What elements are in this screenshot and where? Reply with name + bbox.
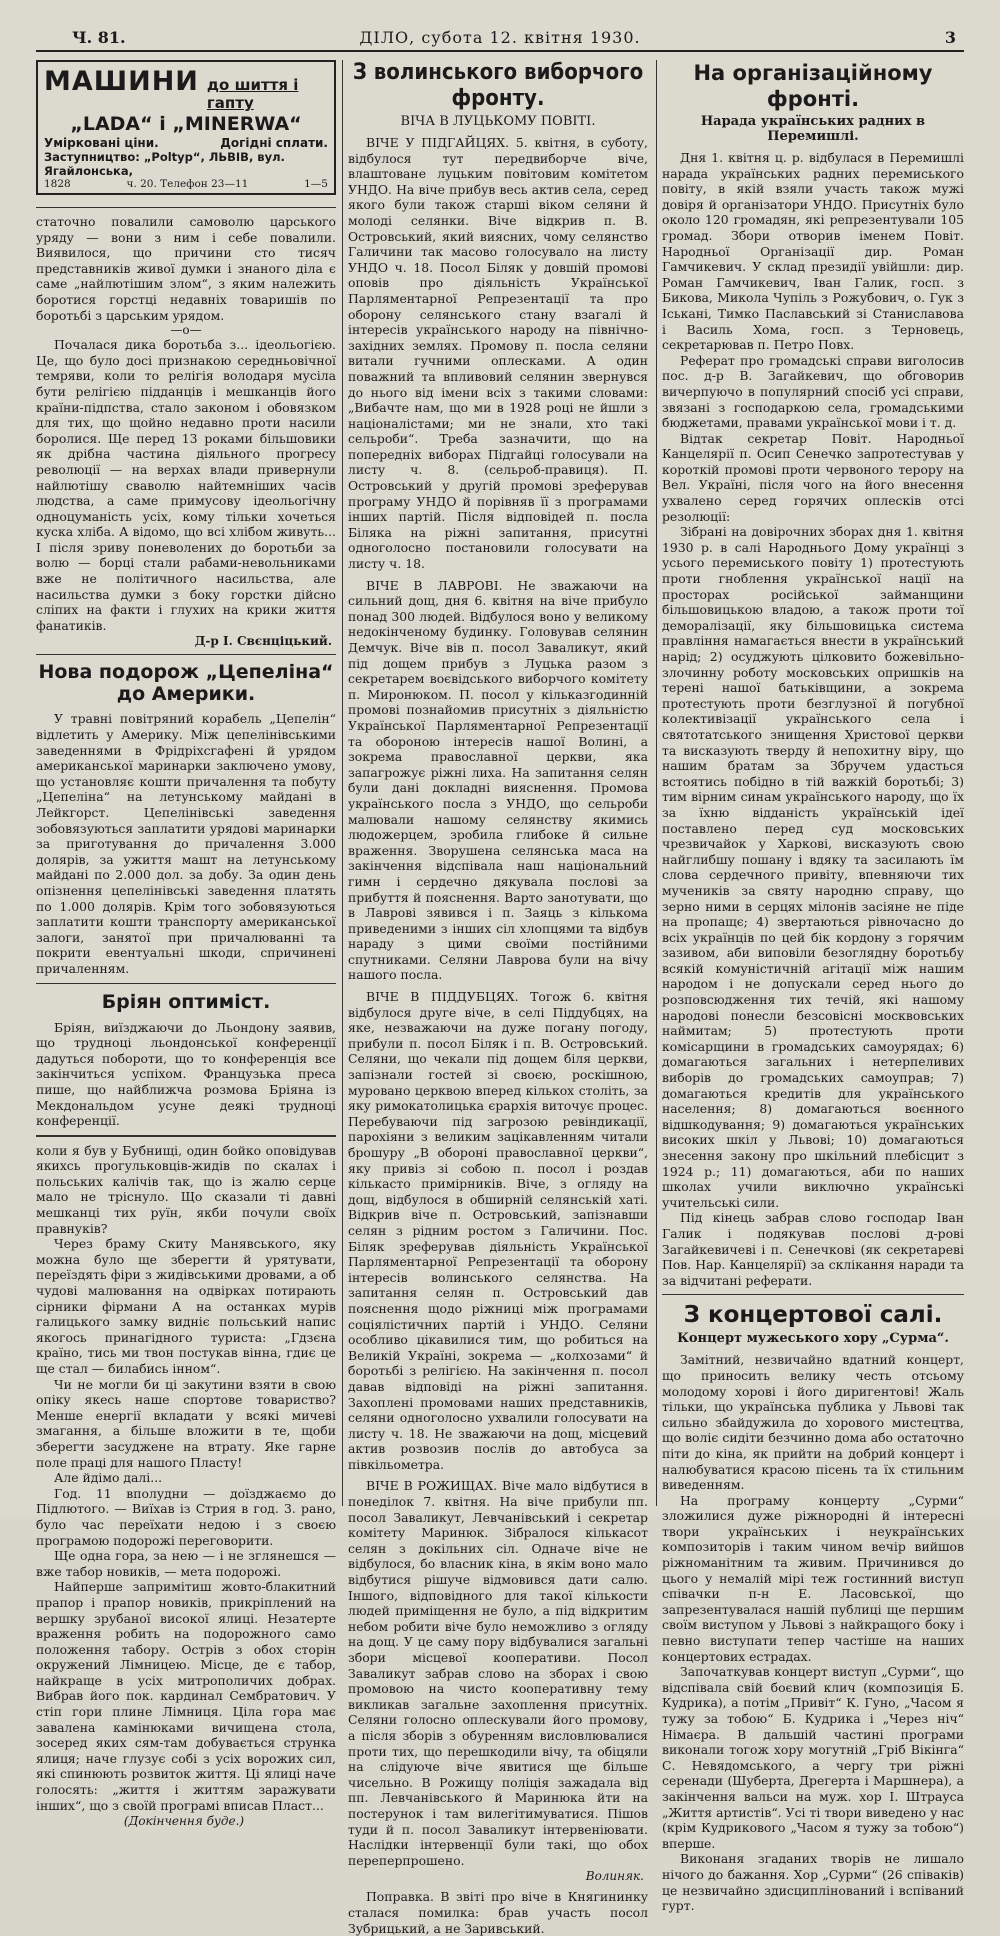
article-paragraph: Найперше запримітиш жовто-блакитний прапор і прапор новиків, прикріплений на вершку зрубаної високої ялиці. Незатерте враження робить на подорожного само положення табору. Острів з обох сторін окружений Лімницею. Місце, де є табор, найкраще в усіх митрополичих добрах. Вибрав його пок. кардинал Сембратович. У стіп гори плине Лімниця. Ціла гора має завалена камінюками вичищена стола, зосеред яких сям-там добувається струнка ялиця; наче глузує собі з усіх ворожих сил, які спинюють розвиток життя. Ці ялиці наче голосять: „життя і життям заражувати інших“, що з своїй програмі вписав Пласт... <box>36 1579 336 1813</box>
article-paragraph: ВІЧЕ В ПІДДУБЦЯХ. Тогож 6. квітня відбулося друге віче, в селі Піддубцях, на яке, незважаючи на дуже погану погоду, прибули п. посол Біляк і п. В. Островський. Селяни, що чекали під дощем біля церкви, запізнали гостей зі своєю, роскішною, муровано церквою вперед кількох століть, за яку римокатолицька єрархія виточує процес. Перебуваючи під загрозою ревіндикації, парохіяни з великим зацікавленням читали брошуру „В обороні православної церкви“, яку привіз зі собою п. посол і роздав кількасто примірників. Віче, з огляду на дощ, відбулося в обширній селянській хаті. Відкрив віче п. Островський, запізнавши селян з рідним ростом з Галичини. Пос. Біляк зреферував діяльність Української Парляментарної Репрезентації та оборону інтересів волинського селянства. На запитання селян п. Островський дав пояснення щодо ріжниці між програмами соціялістичних партій і УНДО. Селяни особливо цікавилися тим, що робиться на Великій Україні, зокрема — „колхозами“ й боротьбі з релігією. На закінчення п. посол давав відповіді на ріжні запитання. Захоплені промовами наших представників, селяни одноголосно ухвалили голосувати на листу ч. 18. Не зважаючи на дощ, місцевий актив розвозив послів до автобуса за півкільометра. <box>348 989 648 1472</box>
article-paragraph: Зібрані на довірочних зборах дня 1. квітня 1930 р. в салі Народнього Дому українці з усього перемиського повіту 1) протестують проти гноблення української нації на просторах російської займанщини більшовицькою владою, а також проти тої деморалізації, яку більшовицька система правління намагається внести в український нарід; 2) осуджують цілковито божевільно-злочинну роботу московських опришків на терені нашої батьківщини, а зокрема протестують проти безглузної й погубної колективізації українського села і святотатського знищення Христової церкви та висказують тверду й непохитну віру, що нашим братам за Збручем удасться встоятись побідно в тій важкій боротьбі; 3) тим вірним синам українського народу, що їх за їхню відданість українській ідеї поставлено перед суд московських чрезвичайок у Харкові, висказують свою найглибшу пошану і вдяку та засилають їм слова сердечного привіту, впевняючи тих мучеників за святу народню справу, що зерно ними в серцях мілонів засіяне не піде на пропащє; 4) звертаються рівночасно до всіх українців по цей бік кордону з горячим зазивом, аби виповіли безоглядну боротьбу всякій комуністичній агітації між нашим народом і не допускали серед нього до розповсюдження тих течій, які нашому народові понесли безсовісні москвовських наймитам; 5) протестують проти комісарщини в громадських самоурядах; 6) домагаються загальних і нетерпеливих виборів до громадських самоуправ; 7) домагаються кредитів для українського населення; 8) домагаються воєнного відшкодування; 9) домагаються українських високих шкіл у Львові; 10) домагаються знесення закону про шкільний плебісцит з 1924 р.; 11) домагаються, аби по наших школах учили виключно українські учительські сили. <box>662 524 964 1210</box>
ad-agency: Заступництво: „Poltyp“, ЛЬВІВ, вул. Ягайлонська, <box>44 150 285 178</box>
divider <box>36 1135 336 1137</box>
headline-briand: Бріян оптиміст. <box>101 990 271 1013</box>
article-paragraph: Дня 1. квітня ц. р. відбулася в Перемишлі нарада українських радних перемиського повіту, в якій взяли участь також мужі довіря й організатори УНДО. Присутніх було около 120 громадян, які репрезентували 105 громад. Збори отворив іменем Повіт. Народньої Організації дир. Роман Гамчикевич. У склад президії увійшли: дир. Роман Гамчикевич, Іван Галик, госп. з Бикова, Микола Чупіль з Рожубович, о. Гук з Іськані, Тимко Паславський зі Станиславова і Василь Хома, госп. з Терновець, секретарював п. Петро Повх. <box>662 150 964 353</box>
ad-title: МАШИНИ <box>44 66 199 97</box>
article-paragraph: Відтак секретар Повіт. Народньої Канцелярії п. Осип Сенечко запротестував у короткій промові проти червоного терору на Вел. Україні, після чого на його внесення ухвалено серед горячих оплесків отсі резолюції: <box>662 430 964 524</box>
article-paragraph: Ще одна гора, за нею — і не зглянешся — вже табор новиків, — мета подорожі. <box>36 1548 336 1579</box>
subhead-lutsk: ВІЧА В ЛУЦЬКОМУ ПОВІТІ. <box>400 114 596 129</box>
divider <box>36 654 336 655</box>
article-signature: Волиняк. <box>585 1869 644 1884</box>
advertisement <box>36 60 336 195</box>
ad-subtitle: до шиття і гапту <box>206 76 299 112</box>
article-paragraph: Під кінець забрав слово господар Іван Галик і подякував послові д-рові Загайкевичеві і п. Сенечкові (як секретареві Пов. Нар. Канцелярії) за склікання наради та за відчитані реферати. <box>662 1210 964 1288</box>
column-rule <box>342 60 343 1506</box>
article-paragraph: ВІЧЕ В РОЖИЩАХ. Віче мало відбутися в понеділок 7. квітня. На віче прибули пп. посол Заваликут, Левчанівський і секретар комітету Маринюк. Зібралося кількасот селян з докільних сіл. Одначе віче не відбулося, бо власник кіна, в якім воно мало відбутися рішуче відмовився дати салю. Іншого, відповідного для такої кількости людей приміщення не було, а під відкритим небом робити віче було неможливо з огляду на дощ. У це саму пору відбувалися загальні збори місцевої кооперативи. Посол Заваликут забрав слово на зборах і свою промовою на чисто кооперативну тему викликав загальне захоплення присутніх. Селяни голосно оплескували його промову, а після зборів з обуренням висловлювалися проти тих, що перешкодили вічу, та обіцяли на слідуюче віче явитися ще більше чисельно. В Рожищу поліція зажадала від пп. Левчанівського й Маринюка йти на постерунок і там вилегітимуватися. Пішов туди й п. посол Заваликут інтервеніювати. Наслідки інтервенції були такі, що обох переперпрошено. <box>348 1478 648 1868</box>
article-paragraph: статочно повалили самоволю царського уряду — вони з ним і себе повалили. Виявилося, що причини сто тисяч представників живої думки і знаного діла є саме „найлютішим злом“, з яким належить боротися горстці недавніх товаришів по боротьбі з царським урядом. <box>36 214 336 323</box>
article-paragraph: Замітний, незвичайно вдатний концерт, що приносить велику честь отсьому молодому хорові і його диригентові! Жаль тільки, що українська публика у Львові так сильно збайдужила до хорового мистецтва, що воліє сидіти безчинно дома або остаточно піти до кіна, як прийти на добрий концерт і налюбуватися красою пісень та їх стильним виведенням. <box>662 1352 964 1493</box>
headline-concert: З концертової салі. <box>683 1302 943 1329</box>
divider <box>36 207 336 208</box>
divider <box>36 983 336 984</box>
column-rule <box>656 60 657 1506</box>
article-paragraph: Бріян, виїзджаючи до Льондону заявив, що трудноці льондонської конференції дадуться побороти, що то конференція все закінчиться успіхом. Французька преса пише, що найближча розмова Бріяна із Мекдональдом усуне деякі трудноці конференції. <box>36 1019 336 1129</box>
article-paragraph: ВІЧЕ В ЛАВРОВІ. Не зважаючи на сильний дощ, дня 6. квітня на віче прибуло понад 300 людей. Відбулося воно у великому недокінченому будинку. Головував селянин Демчук. Віче вів п. посол Заваликут, який під дощем прибув з Луцька разом з секретарем воєвідського виборчого комітету п. Миронюком. П. посол у кільказгодинній промові познайомив присутніх з діяльністю Української Парляментарної Репрезентації та обороною інтересів нашої Волині, а зокрема православної церкви, яка запагрожує ріжні лиха. На запитання селян були дані докладні вияснення. Промова українського посла з УНДО, що сельроби малювали нашому селянству якимись людожерцем, зробила глибоке й сильне враження. Зворушена селянська маса на закінчення відспівала наш національний гимн і сердечно дякувала послові за прибуття й пояснення. Варто занотувати, що в Лаврові зявився і п. Заяць з кількома приведеними з інших сіл хлопцями та відбув нараду з цими своїми постійними спутниками. Селяни Лаврова були на вічу нашого посла. <box>348 577 648 983</box>
article-paragraph: Через браму Скиту Манявського, яку можна було ще зберегти й урятувати, переїздять фіри з жидівськими дровами, а об чудові малювання на одвірках потирають сірники фірмани А на останках мурів галицького замку видніє польський напис якогось принагідного туриста: „Гдзєна країно, тись ми твон постукав вінна, гдиє це ще стал — билабись інном“. <box>36 1236 336 1376</box>
article-signature: Д-р І. Свєнціцький. <box>194 634 332 649</box>
page-number: 3 <box>944 28 956 47</box>
article-paragraph: ВІЧЕ У ПІДГАЙЦЯХ. 5. квітня, в суботу, відбулося тут передвиборче віче, влаштоване луцьким повітовим комітетом УНДО. На віче прибув весь актив села, серед якого були також старші віком селяни й молоді селянки. Віче відкрив п. В. Островський, який виясних, чому селянство Галичини так масово голосувало на листу УНДО ч. 18. Посол Біляк у довшій промові оповів про діяльність Української Парляментарної Репрезентації та про оборону селянського стану взагалі й інтересів українського народу на північно-західних землях. Промову п. посла селяни витали гучними оплесками. А один поважний та впливовий селянин звернувся до нього від імени всіх з такими словами: „Вибачте нам, що ми в 1928 році не йшли з націоналістами; ми не знали, хто такі сельроби“. Треба зазначити, що на попередніх виборах Підгайці голосували на листу ч. 8. (сельроб-правиця). П. Островський у другій промові зреферував програму УНДО й порівняв її з програмами інших партій. Після відповідей п. посла Біляка на ріжні запитання, присутні одноголосно постановили голосувати на листу ч. 18. <box>348 135 648 572</box>
ad-terms: Догідні сплати. <box>220 136 328 150</box>
issue-number: Ч. 81. <box>72 28 126 47</box>
column-left <box>36 56 336 1829</box>
article-paragraph: Чи не могли би ці закутини взяти в свою опіку якесь наше спортове товариство? Менше енергії вкладати у всякі мичеві змагання, а більше вложити в те, щоби зберегти засуджене на втрату. Яке гарне поле праці для нашого Пласту! <box>36 1376 336 1470</box>
to-be-continued: (Докінчення буде.) <box>123 1814 245 1829</box>
headline-organization: На організаційному фронті. <box>693 61 933 111</box>
ad-brands: „LADA“ і „MINERWA“ <box>70 113 302 135</box>
masthead-date: ДІЛО, субота 12. квітня 1930. <box>359 28 641 47</box>
article-paragraph: Год. 11 вполудни — доїзджаємо до Підлютого. — Виїхав із Стрия в год. 3. рано, було час переїхати недою і з своєю програмою подорожі переговорити. <box>36 1485 336 1548</box>
headline-zeppelin: Нова подорож „Цепеліна“ до Америки. <box>38 661 334 706</box>
section-separator: —о— <box>170 323 202 338</box>
divider <box>662 1294 964 1295</box>
article-paragraph: На програму концерту „Сурми“ зложилися дуже ріжнородні й інтересні твори українських і неукраїнських композиторів і таким чином вечір вийшов ріжноманітним та живим. Причинився до цього у немалій мірі теж гостинний виступ співачки п-н Е. Ласовської, що запрезентувалася нашій публиці ще першим своїм виступом у Львові з найкращого боку і певно виступати тепер частіше на наших концертових естрадах. <box>662 1492 964 1664</box>
headline-volyn: З волинського виборчого фронту. <box>352 60 644 111</box>
article-paragraph: Виконаня згаданих творів не лишало нічого до бажання. Хор „Сурми“ (26 співаків) це незвичайно здисциплінований і вспіваний гурт. <box>662 1851 964 1914</box>
article-paragraph: Реферат про громадські справи виголосив пос. д-р В. Загайкевич, що обговорив вичерпуючо в популярний спосіб усі справи, звязані з господаркою села, громадськими бюджетами, правами української мови і т. д. <box>662 352 964 431</box>
column-right <box>662 56 964 1914</box>
correction-note: Поправка. В звіті про віче в Княгининку сталася помилка: брав участь посол Зубрицький, а не Заривський. <box>348 1889 648 1936</box>
ad-address: ч. 20. Телефон 23—11 <box>126 178 249 190</box>
subhead-peremyshl: Нарада українських радних в Перемишлі. <box>700 114 926 144</box>
page-header <box>36 28 964 52</box>
column-middle <box>348 56 648 1936</box>
ad-code-left: 1828 <box>44 178 71 190</box>
ad-code-right: 1—5 <box>304 178 328 190</box>
article-paragraph: У травні повітряний корабель „Цепелін“ відлетить у Америку. Між цепелінівськими заведеннями в Фрідріхсгафені й урядом американської маринарки заключено умову, що установляє кошти причалення та побуту „Цепеліна“ на летунському майдані в Лейкгорст. Цепелінівські заведення зобовязуються заплатити урядові маринарки за приготування до причалення 3.000 долярів, за ужиття машт на летунському майдані по 2.000 дол. за добу. За один день опізнення цепелінівські заведення платять по 1.000 долярів. Крім того зобовязуються заплатити кошти транспорту американської залоги, занятої при причалюванні та покрити евентуальні шкоди, спричинені причаленням. <box>36 711 336 976</box>
subhead-surma: Концерт мужеського хору „Сурма“. <box>677 1331 949 1347</box>
article-paragraph: коли я був у Бубнищі, один бойко оповідував якихсь прогульковців-жидів по скалах і польських калічів так, що із жалю серце мало не тріснуло. Що сказали ті давні мешканці тих руїн, якби почули своїх правнуків? <box>36 1142 336 1236</box>
article-paragraph: Започаткував концерт виступ „Сурми“, що відспівала свій боєвий клич (композиція Б. Кудрика), а потім „Привіт“ К. Гуно, „Часом я тужу за тобою“ Б. Кудрика і „Через ніч“ Німаєра. В дальшій частині програми виконали тогож хору могутній „Гріб Вікінга“ С. Невядомського, а чергу три ріжні серенади (Шуберта, Дрегерта і Маршнера), а закінчення вальси на муж. хор І. Штрауса „Життя артистів“. Усі ті твори виведено у нас (крім Кудриковoго „Часом я тужу за тобою“) вперше. <box>662 1664 964 1851</box>
article-paragraph: Але йдімо далі... <box>54 1470 163 1486</box>
article-paragraph: Почалася дика боротьба з... ідеольогією. Це, що було досі признакою середньовічної темряви, коли то релігія володаря мусіла бути релігією підданців і мешканців його країни-підпства, стало законом і обовязком для тих, що щойно недавно проти насили боролися. Ще перед 13 роками більшовики як дрібна частина діяльного прогресу революції — на верхах влади привернули найлютішу сваволю найтемніших часів людства, а саме примусову ідеольогічну одноцуманість усіх, кому тільки хочеться куска хліба. А відомо, що всі хлібом живуть... І після зриву поневолених до боротьби за волю — борці стали рабами-невольниками вже не політичного насильства, але насильства думки з боку горстки дійсно сліпих на факти і глухих на крики життя фанатиків. <box>36 337 336 633</box>
ad-prices: Умірковані ціни. <box>44 136 159 150</box>
